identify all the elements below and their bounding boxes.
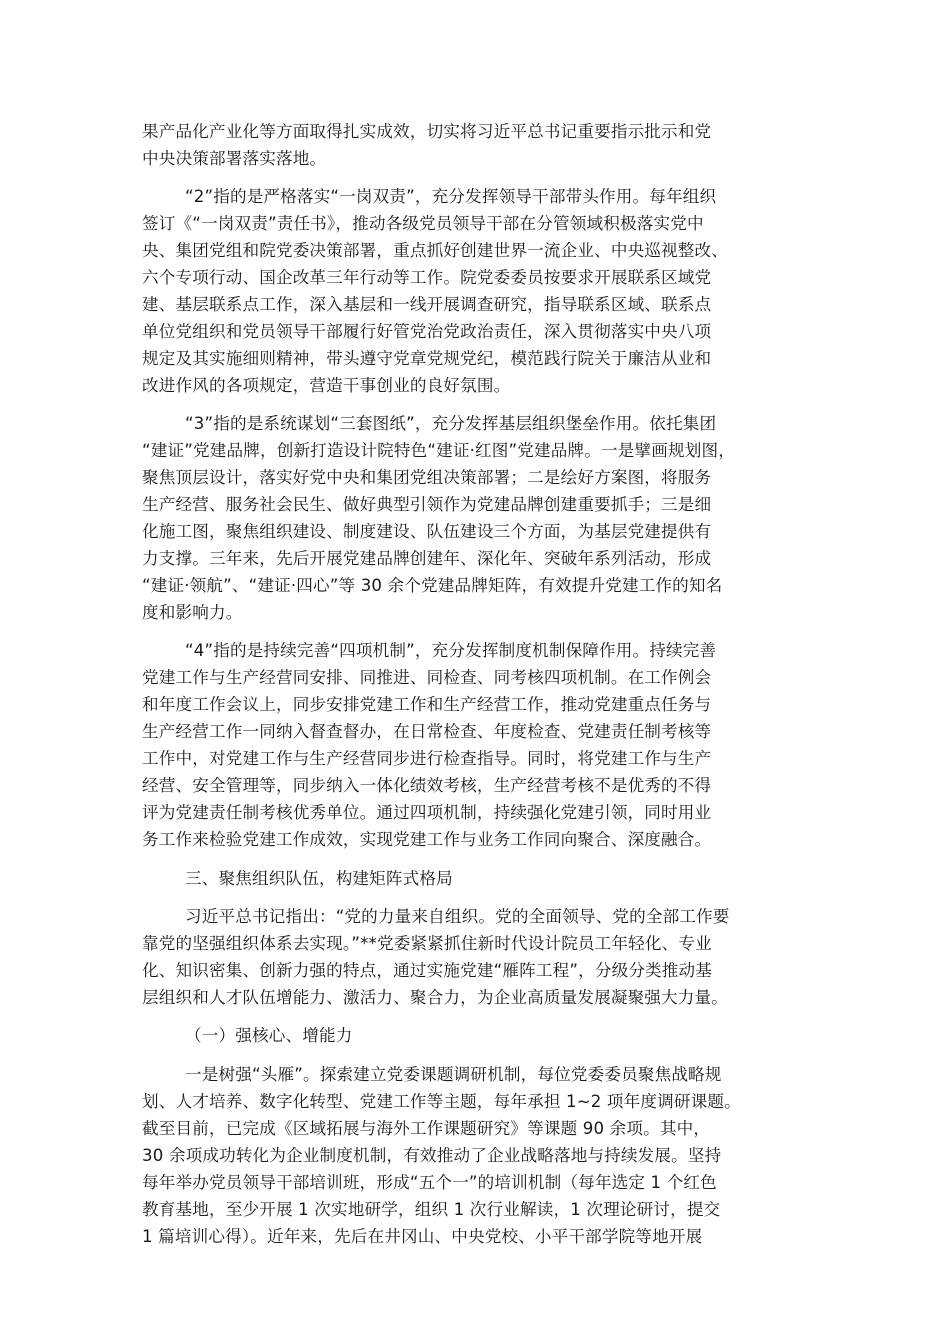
text-line: 化、知识密集、创新力强的特点，通过实施党建“雁阵工程”，分级分类推动基 [142, 961, 713, 980]
text-line: 经营、安全管理等，同步纳入一体化绩效考核，生产经营考核不是优秀的不得 [142, 776, 712, 795]
text-line: 规定及其实施细则精神，带头遵守党章党规党纪，模范践行院关于廉洁从业和 [142, 349, 712, 368]
text-line: 单位党组织和党员领导干部履行好管党治党政治责任，深入贯彻落实中央八项 [142, 322, 712, 341]
text-line: 改进作风的各项规定，营造干事创业的良好氛围。 [142, 376, 511, 395]
text-line: 和年度工作会议上，同步安排党建工作和生产经营工作，推动党建重点任务与 [142, 695, 712, 714]
text-line: 果产品化产业化等方面取得扎实成效，切实将习近平总书记重要指示批示和党 [142, 122, 712, 141]
text-line: 央、集团党组和院党委决策部署，重点抓好创建世界一流企业、中央巡视整改、 [142, 241, 729, 260]
text-line: 生产经营、服务社会民生、做好典型引领作为党建品牌创建重要抓手；三是细 [142, 495, 712, 514]
text-line: “4”指的是持续完善“四项机制”，充分发挥制度机制保障作用。持续完善 [185, 641, 717, 660]
text-line: “建证·领航”、“建证·四心”等 30 余个党建品牌矩阵，有效提升党建工作的知名 [142, 576, 723, 595]
text-line: 建、基层联系点工作，深入基层和一线开展调查研究，指导联系区域、联系点 [142, 295, 712, 314]
text-line: 力支撑。三年来，先后开展党建品牌创建年、深化年、突破年系列活动，形成 [142, 549, 712, 568]
text-line: 工作中，对党建工作与生产经营同步进行检查指导。同时，将党建工作与生产 [142, 749, 712, 768]
text-line: “3”指的是系统谋划“三套图纸”，充分发挥基层组织堡垒作用。依托集团 [185, 414, 717, 433]
text-line: 每年举办党员领导干部培训班，形成“五个一”的培训机制（每年选定 1 个红色 [142, 1173, 717, 1192]
text-line: 务工作来检验党建工作成效，实现党建工作与业务工作同向聚合、深度融合。 [142, 830, 712, 849]
text-line: 层组织和人才队伍增能力、激活力、聚合力，为企业高质量发展凝聚强大力量。 [142, 988, 729, 1007]
text-line: 30 余项成功转化为企业制度机制，有效推动了企业战略落地与持续发展。坚持 [142, 1146, 722, 1165]
text-line: 签订《“一岗双责”责任书》，推动各级党员领导干部在分管领域积极落实党中 [142, 214, 704, 233]
text-line: 聚焦顶层设计，落实好党中央和集团党组决策部署；二是绘好方案图，将服务 [142, 468, 712, 487]
text-line: 六个专项行动、国企改革三年行动等工作。院党委委员按要求开展联系区域党 [142, 268, 712, 287]
text-line: 生产经营工作一同纳入督查督办，在日常检查、年度检查、党建责任制考核等 [142, 722, 712, 741]
text-line: 靠党的坚强组织体系去实现。”**党委紧紧抓住新时代设计院员工年轻化、专业 [142, 934, 712, 953]
text-line: 一是树强“头雁”。探索建立党委课题调研机制，每位党委委员聚焦战略规 [185, 1065, 722, 1084]
text-line: 中央决策部署落实落地。 [142, 149, 327, 168]
text-line: 化施工图，聚焦组织建设、制度建设、队伍建设三个方面，为基层党建提供有 [142, 522, 712, 541]
text-line: 划、人才培养、数字化转型、党建工作等主题，每年承担 1~2 项年度调研课题。 [142, 1092, 741, 1111]
text-line: 习近平总书记指出：“党的力量来自组织。党的全面领导、党的全部工作要 [185, 907, 730, 926]
subsection-heading: （一）强核心、增能力 [185, 1026, 353, 1045]
text-line: “建证”党建品牌，创新打造设计院特色“建证·红图”党建品牌。一是擘画规划图， [142, 441, 735, 460]
text-line: 教育基地，至少开展 1 次实地研学，组织 1 次行业解读，1 次理论研讨，提交 [142, 1200, 721, 1219]
text-line: 评为党建责任制考核优秀单位。通过四项机制，持续强化党建引领，同时用业 [142, 803, 712, 822]
text-line: “2”指的是严格落实“一岗双责”，充分发挥领导干部带头作用。每年组织 [185, 187, 717, 206]
text-line: 党建工作与生产经营同安排、同推进、同检查、同考核四项机制。在工作例会 [142, 668, 712, 687]
text-line: 度和影响力。 [142, 603, 243, 622]
text-line: 1 篇培训心得）。近年来，先后在井冈山、中央党校、小平干部学院等地开展 [142, 1227, 703, 1246]
text-line: 截至目前，已完成《区域拓展与海外工作课题研究》等课题 90 余项。其中， [142, 1119, 711, 1138]
section-heading: 三、聚焦组织队伍，构建矩阵式格局 [185, 869, 453, 888]
